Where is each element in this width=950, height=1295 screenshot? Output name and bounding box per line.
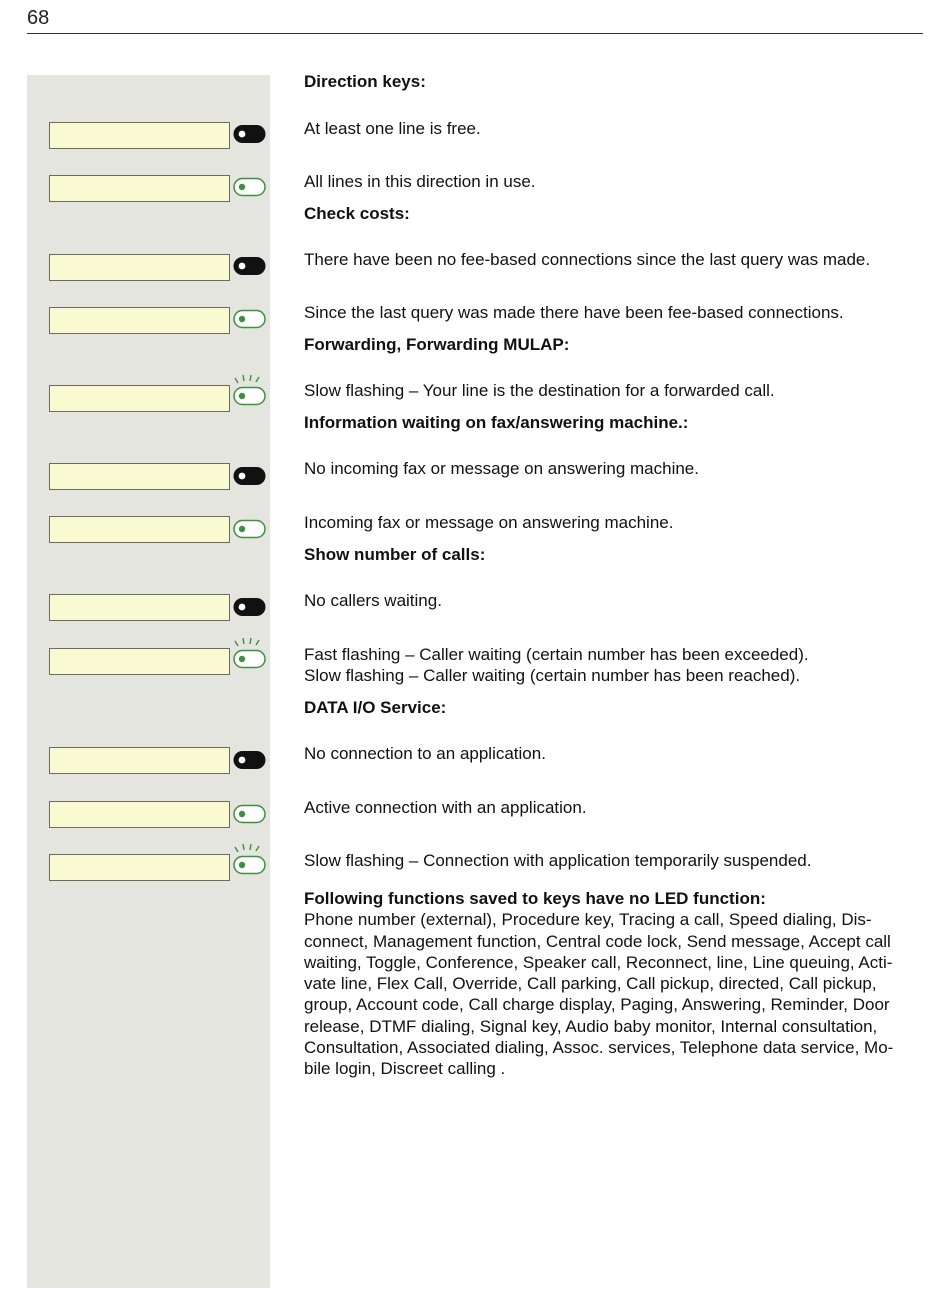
check-costs-off-text: There have been no fee-based connections since the last query was made. xyxy=(304,250,871,269)
led-off-icon xyxy=(233,750,266,770)
key-field-calls-flash xyxy=(49,648,230,675)
no-led-line: bile login, Discreet calling . xyxy=(304,1059,506,1079)
no-led-line: Phone number (external), Procedure key, Tracing a call, Speed dialing, Dis- xyxy=(304,910,872,930)
no-led-line: release, DTMF dialing, Signal key, Audio baby monitor, Internal consultation, xyxy=(304,1016,878,1036)
info-waiting-off-text: No incoming fax or message on answering machine. xyxy=(304,459,699,478)
info-waiting-heading: Information waiting on fax/answering machine.: xyxy=(304,413,689,432)
no-led-line: group, Account code, Call charge display, Paging, Answering, Reminder, Door xyxy=(304,995,890,1015)
no-led-section xyxy=(304,888,924,1080)
check-costs-on-text: Since the last query was made there have been fee-based connections. xyxy=(304,303,844,322)
key-field-calls-off xyxy=(49,594,230,621)
info-waiting-on-text: Incoming fax or message on answering machine. xyxy=(304,513,674,532)
key-field-dataio-flash xyxy=(49,854,230,881)
led-flashing-icon xyxy=(233,649,266,669)
led-on-icon xyxy=(233,804,266,824)
direction-keys-on-text: All lines in this direction in use. xyxy=(304,172,536,191)
header-rule xyxy=(27,33,923,34)
direction-keys-off-text: At least one line is free. xyxy=(304,119,481,138)
show-calls-slow-text: Slow flashing – Caller waiting (certain number has been reached). xyxy=(304,666,801,685)
check-costs-heading: Check costs: xyxy=(304,204,410,223)
key-field-dataio-on xyxy=(49,801,230,828)
show-calls-fast-text: Fast flashing – Caller waiting (certain number has been exceeded). xyxy=(304,645,809,664)
led-off-icon xyxy=(233,597,266,617)
led-on-icon xyxy=(233,309,266,329)
forwarding-heading: Forwarding, Forwarding MULAP: xyxy=(304,335,570,354)
led-off-icon xyxy=(233,124,266,144)
key-field-info-on xyxy=(49,516,230,543)
led-flashing-icon xyxy=(233,386,266,406)
led-on-icon xyxy=(233,519,266,539)
key-field-direction-on xyxy=(49,175,230,202)
page-number: 68 xyxy=(27,7,50,29)
key-field-dataio-off xyxy=(49,747,230,774)
led-flashing-icon xyxy=(233,855,266,875)
no-led-line: vate line, Flex Call, Override, Call parking, Call pickup, directed, Call pickup, xyxy=(304,974,877,994)
key-field-forwarding-flash xyxy=(49,385,230,412)
key-field-costs-on xyxy=(49,307,230,334)
no-led-heading: Following functions saved to keys have no LED function: xyxy=(304,889,766,908)
led-off-icon xyxy=(233,466,266,486)
show-calls-heading: Show number of calls: xyxy=(304,545,486,564)
no-led-line: connect, Management function, Central code lock, Send message, Accept call xyxy=(304,931,891,951)
data-io-heading: DATA I/O Service: xyxy=(304,698,447,717)
key-field-info-off xyxy=(49,463,230,490)
show-calls-off-text: No callers waiting. xyxy=(304,591,442,610)
data-io-on-text: Active connection with an application. xyxy=(304,798,587,817)
forwarding-flash-text: Slow flashing – Your line is the destination for a forwarded call. xyxy=(304,381,775,400)
led-off-icon xyxy=(233,256,266,276)
direction-keys-heading: Direction keys: xyxy=(304,72,426,91)
no-led-line: Consultation, Associated dialing, Assoc. services, Telephone data service, Mo- xyxy=(304,1038,894,1058)
led-on-icon xyxy=(233,177,266,197)
no-led-line: waiting, Toggle, Conference, Speaker call, Reconnect, line, Line queuing, Acti- xyxy=(304,952,893,972)
data-io-flash-text: Slow flashing – Connection with application temporarily suspended. xyxy=(304,851,812,870)
key-field-direction-off xyxy=(49,122,230,149)
data-io-off-text: No connection to an application. xyxy=(304,744,546,763)
key-field-costs-off xyxy=(49,254,230,281)
